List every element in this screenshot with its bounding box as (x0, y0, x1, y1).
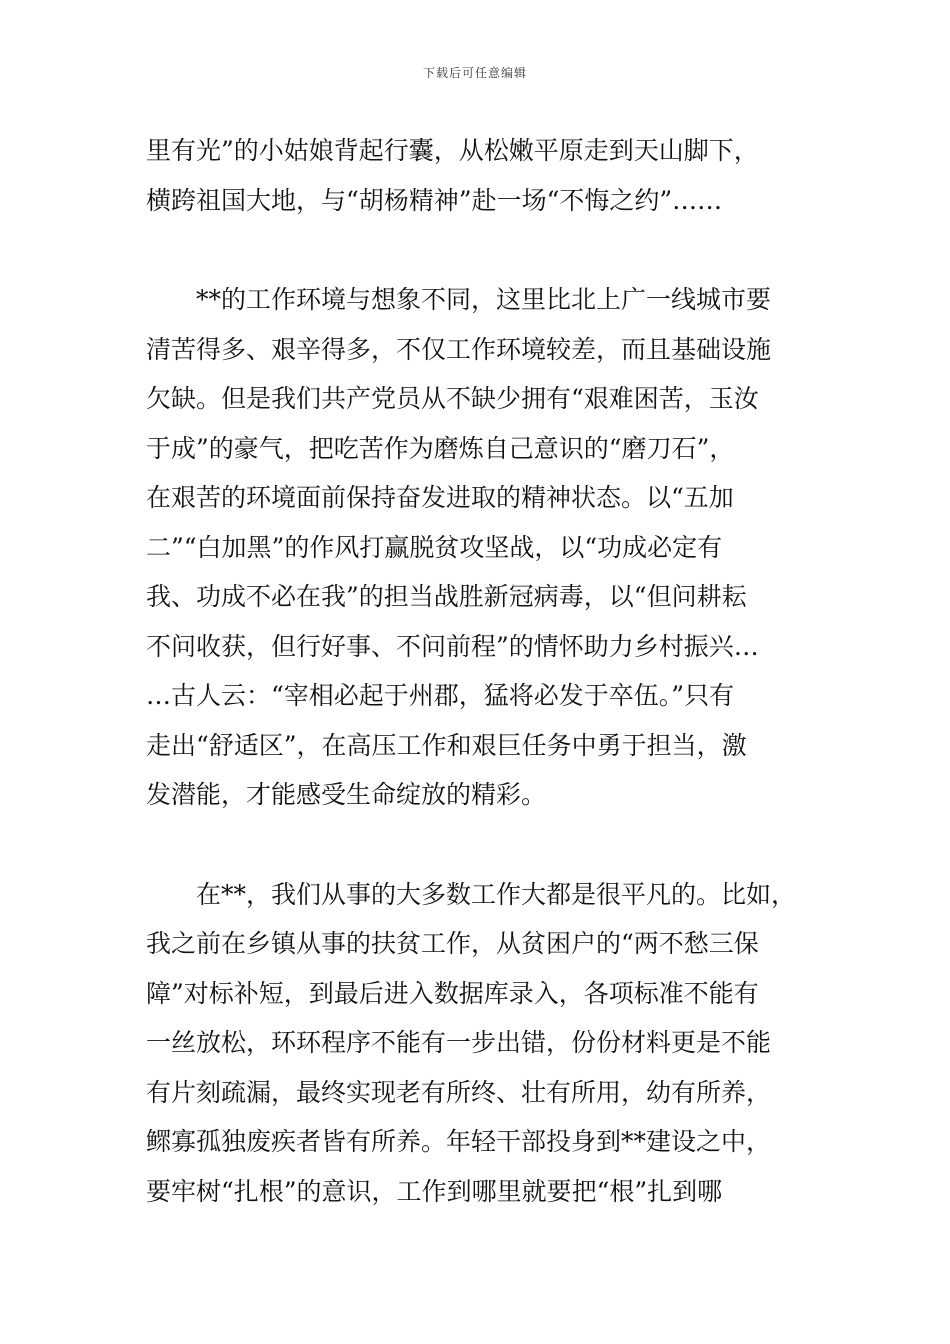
text-line: 我、功成不必在我”的担当战胜新冠病毒，以“但问耕耘 (146, 582, 747, 611)
text-line: **的工作环境与想象不同，这里比北上广一线城市要 (146, 285, 772, 314)
text-line: …古人云：“宰相必起于州郡，猛将必发于卒伍。”只有 (146, 681, 735, 710)
paragraph-gap (146, 225, 822, 275)
text-line: 一丝放松，环环程序不能有一步出错，份份材料更是不能 (146, 1028, 772, 1057)
text-line: 在**，我们从事的大多数工作大都是很平凡的。比如， (146, 879, 797, 909)
text-line: 鳏寡孤独废疾者皆有所养。年轻干部投身到**建设之中， (146, 1127, 772, 1156)
text-line: 发潜能，才能感受生命绽放的精彩。 (146, 780, 547, 809)
text-line: 横跨祖国大地，与“胡杨精神”赴一场“不悔之约”…… (146, 185, 723, 215)
text-line: 在艰苦的环境面前保持奋发进取的精神状态。以“五加 (146, 483, 734, 512)
paragraph-1 (146, 126, 822, 225)
text-line: 不问收获，但行好事、不问前程”的情怀助力乡村振兴… (146, 631, 759, 661)
paragraph-gap (146, 820, 822, 870)
text-line: 清苦得多、艰辛得多，不仅工作环境较差，而且基础设施 (146, 334, 772, 364)
text-line: 走出“舒适区”，在高压工作和艰巨任务中勇于担当，激 (146, 730, 747, 760)
text-line: 于成”的豪气，把吃苦作为磨炼自己意识的“磨刀石”， (146, 433, 735, 463)
text-line: 里有光”的小姑娘背起行囊，从松嫩平原走到天山脚下， (146, 136, 759, 165)
text-line: 欠缺。但是我们共产党员从不缺少拥有“艰难困苦，玉汝 (146, 384, 759, 413)
text-line: 障”对标补短，到最后进入数据库录入，各项标准不能有 (146, 978, 759, 1008)
paragraph-2 (146, 275, 822, 820)
text-line: 我之前在乡镇从事的扶贫工作，从贫困户的“两不愁三保 (146, 929, 759, 958)
paragraph-3 (146, 870, 822, 1217)
page-header: 下载后可任意编辑 (422, 66, 527, 80)
text-line: 二”“白加黑”的作风打赢脱贫攻坚战，以“功成必定有 (146, 532, 723, 562)
document-body (146, 126, 822, 1216)
text-line: 要牢树“扎根”的意识，工作到哪里就要把“根”扎到哪 (146, 1176, 723, 1206)
text-line: 有片刻疏漏，最终实现老有所终、壮有所用，幼有所养， (146, 1077, 772, 1107)
